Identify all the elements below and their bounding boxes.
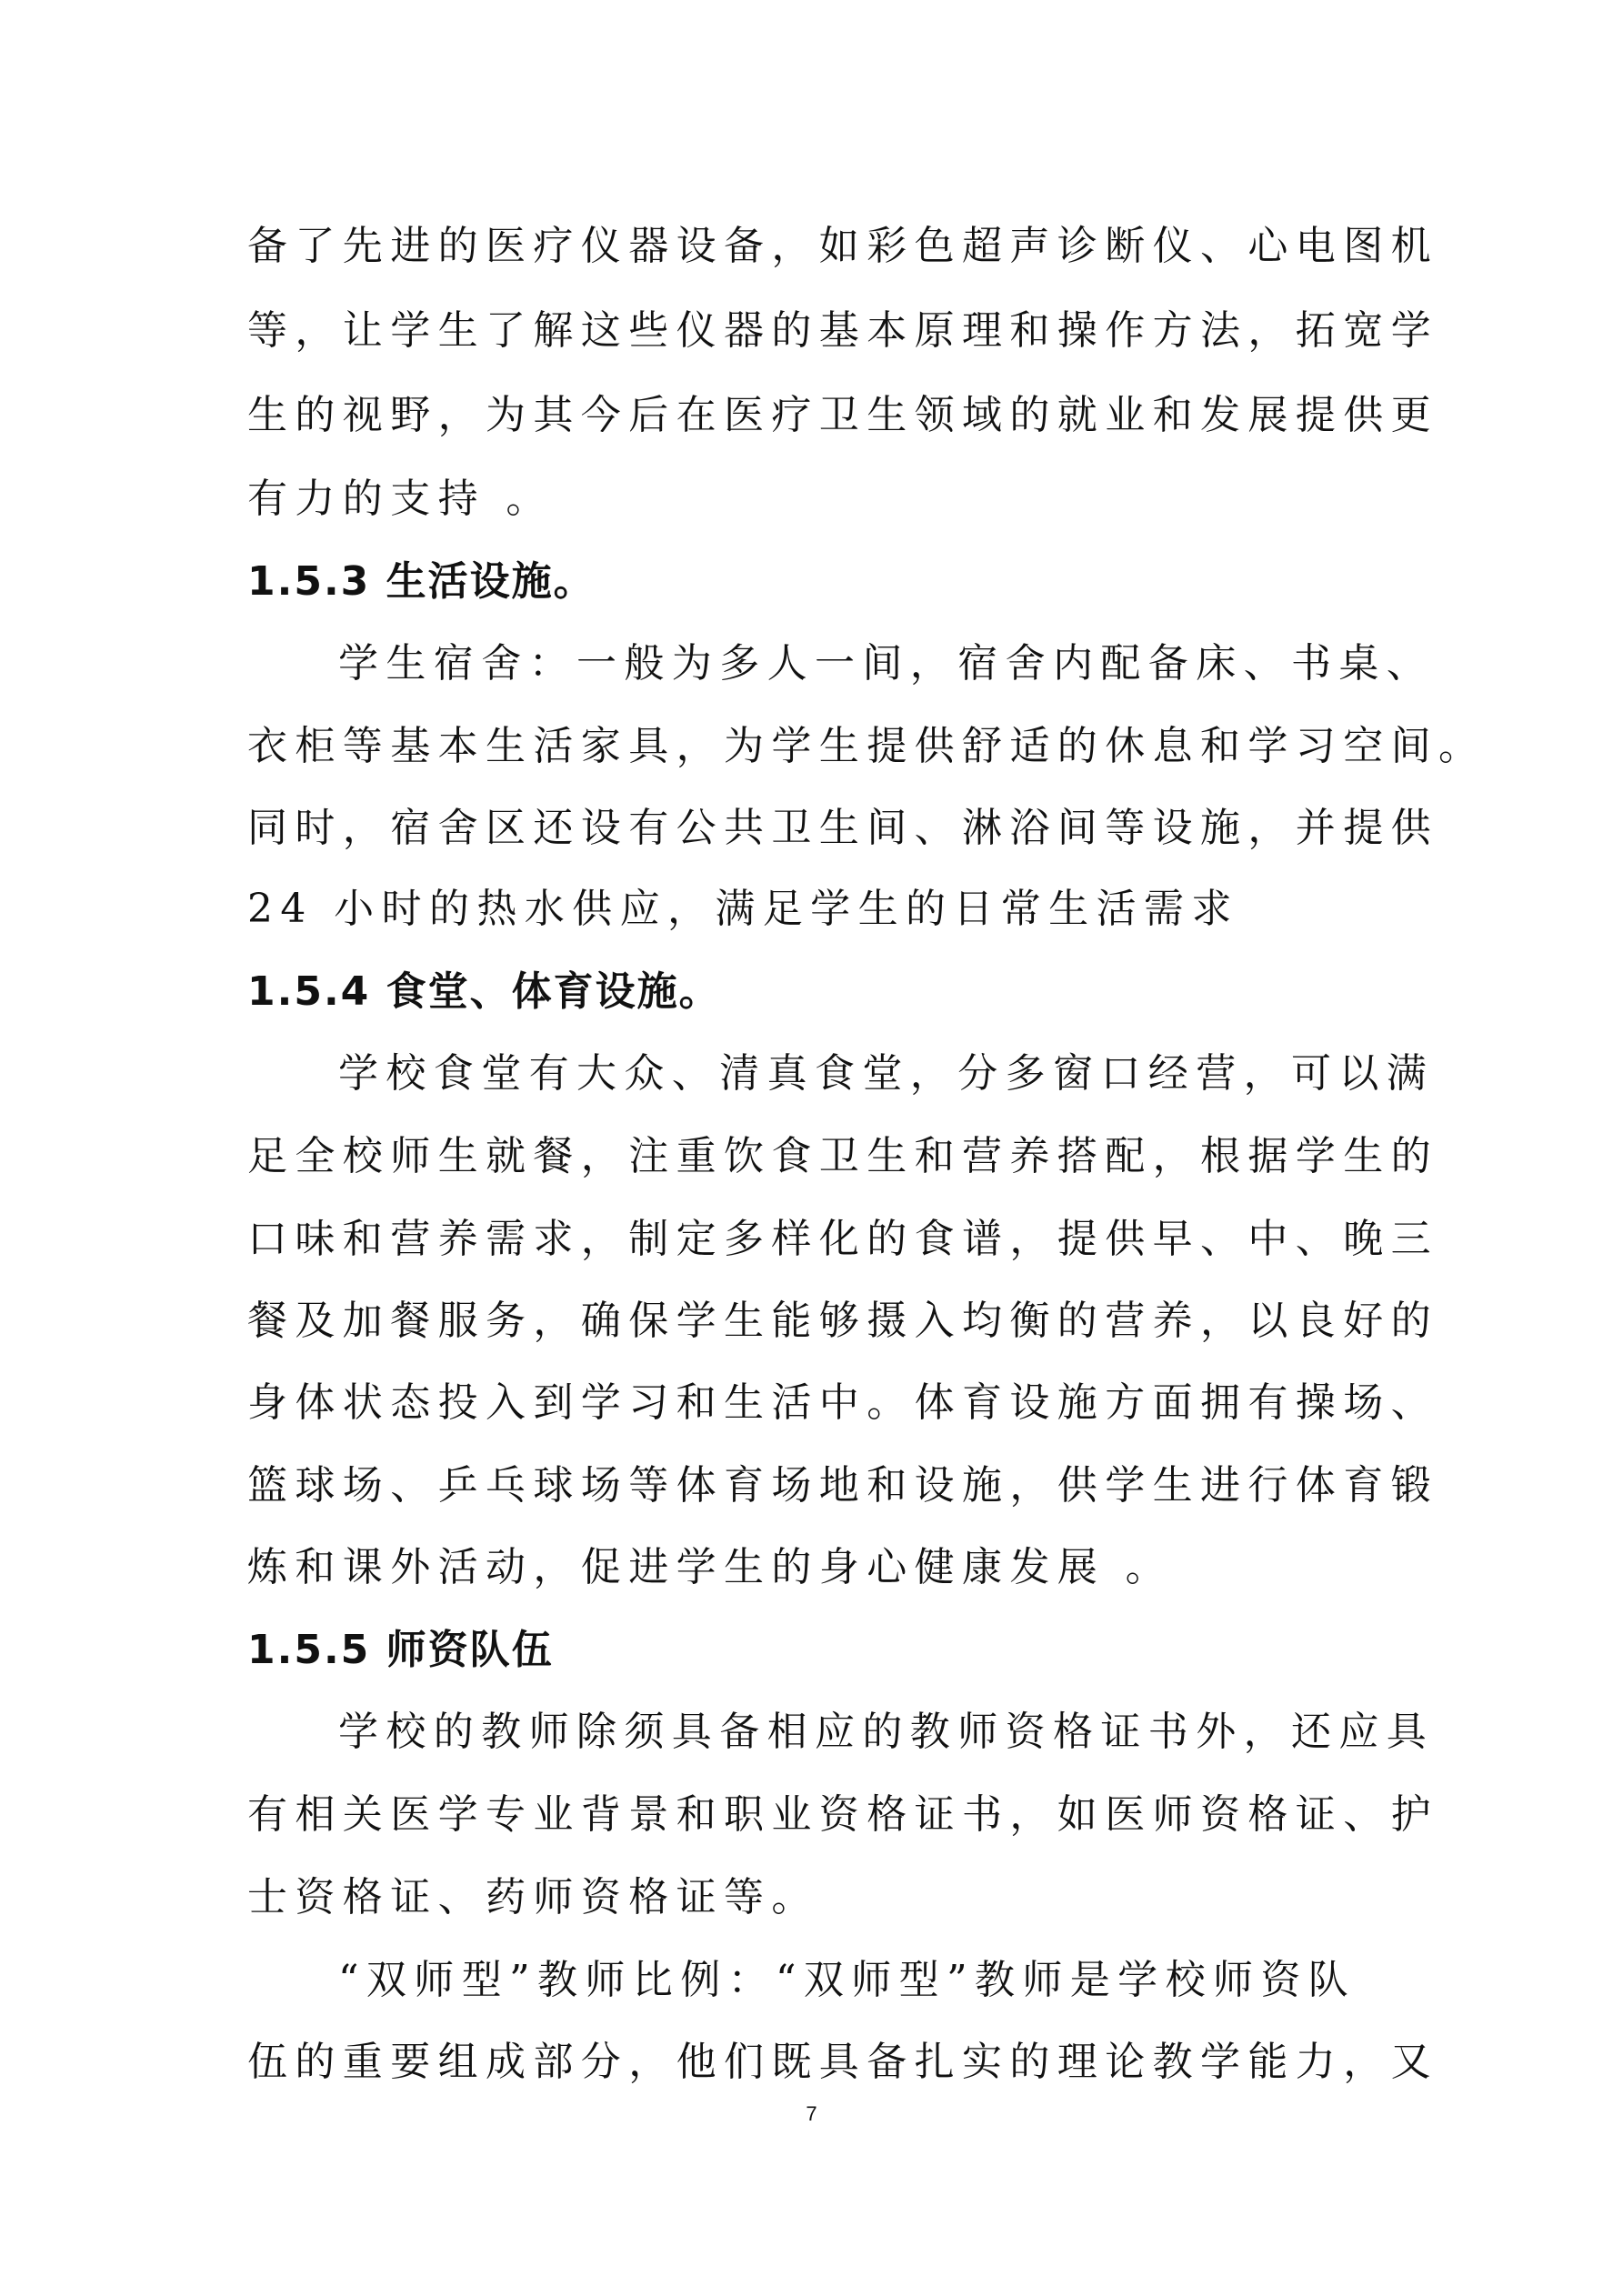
- body-text-line: 士资格证、药师资格证等。: [247, 1874, 819, 1920]
- body-text-line: 等，让学生了解这些仪器的基本原理和操作方法，拓宽学: [247, 307, 1438, 354]
- body-text-line: 身体状态投入到学习和生活中。体育设施方面拥有操场、: [247, 1379, 1438, 1426]
- body-text-line: 口味和营养需求，制定多样化的食谱，提供早、中、晚三: [247, 1216, 1438, 1262]
- body-text-line: 衣柜等基本生活家具，为学生提供舒适的休息和学习空间。: [247, 723, 1487, 769]
- body-text-line: 足全校师生就餐，注重饮食卫生和营养搭配，根据学生的: [247, 1133, 1438, 1179]
- body-text-line: 24 小时的热水供应，满足学生的日常生活需求: [247, 886, 1239, 932]
- body-text-line: 伍的重要组成部分，他们既具备扎实的理论教学能力，又: [247, 2039, 1438, 2085]
- body-text-line: 餐及加餐服务，确保学生能够摄入均衡的营养，以良好的: [247, 1298, 1438, 1344]
- body-text-line: 炼和课外活动，促进学生的身心健康发展 。: [247, 1544, 1173, 1590]
- body-text-line: 有力的支持 。: [247, 476, 554, 522]
- body-text-line: 篮球场、乒乓球场等体育场地和设施，供学生进行体育锻: [247, 1462, 1438, 1509]
- paragraph-first-line: 学生宿舍：一般为多人一间，宿舍内配备床、书桌、: [338, 640, 1435, 687]
- body-text-line: 同时，宿舍区还设有公共卫生间、淋浴间等设施，并提供: [247, 805, 1438, 851]
- paragraph-first-line: 学校的教师除须具备相应的教师资格证书外，还应具: [338, 1709, 1435, 1755]
- section-heading: 1.5.3 生活设施。: [247, 558, 596, 605]
- page-number: 7: [806, 2102, 817, 2125]
- section-heading: 1.5.4 食堂、体育设施。: [247, 968, 721, 1015]
- paragraph-first-line: “双师型”教师比例：“双师型”教师是学校师资队: [338, 1957, 1357, 2003]
- body-text-line: 有相关医学专业背景和职业资格证书，如医师资格证、护: [247, 1791, 1438, 1838]
- section-heading: 1.5.5 师资队伍: [247, 1627, 554, 1673]
- body-text-line: 备了先进的医疗仪器设备，如彩色超声诊断仪、心电图机: [247, 223, 1438, 269]
- paragraph-first-line: 学校食堂有大众、清真食堂，分多窗口经营，可以满: [338, 1050, 1435, 1097]
- body-text-line: 生的视野，为其今后在医疗卫生领域的就业和发展提供更: [247, 392, 1438, 438]
